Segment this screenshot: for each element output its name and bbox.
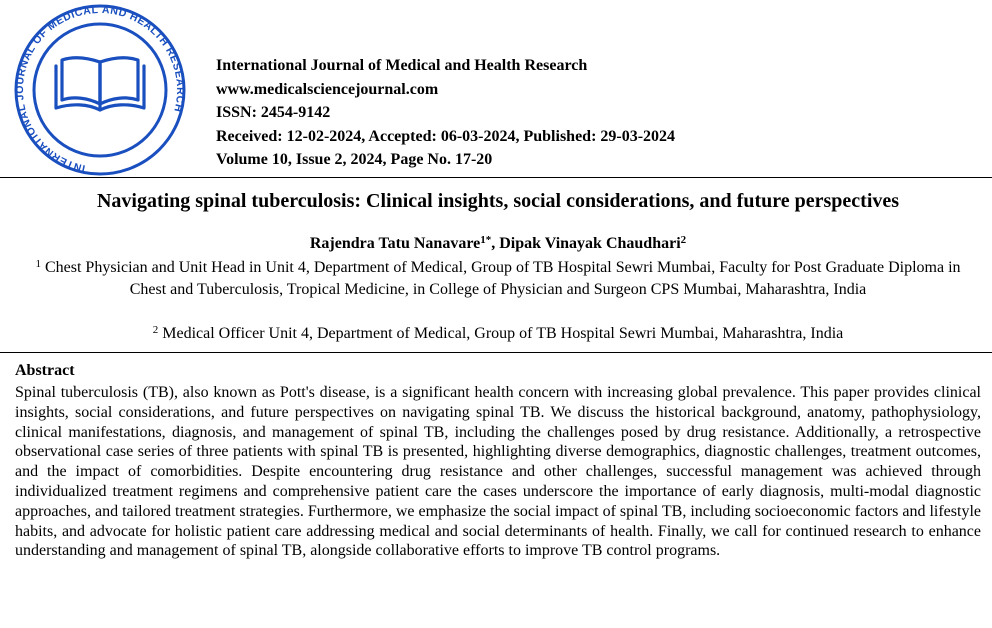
open-book-icon — [56, 58, 144, 110]
journal-name: International Journal of Medical and Health Research — [216, 57, 588, 74]
journal-logo — [10, 4, 190, 176]
author-name: Dipak Vinayak Chaudhari — [499, 235, 681, 252]
publication-dates: Received: 12-02-2024, Accepted: 06-03-2024, Published: 29-03-2024 — [216, 127, 676, 145]
author-name: Rajendra Tatu Nanavare — [309, 235, 481, 252]
author-separator: , — [491, 235, 500, 252]
author-sup: 1* — [480, 234, 492, 246]
logo-ring-text: INTERNATIONAL JOURNAL OF MEDICAL AND HEALTH RESEARCH — [13, 4, 187, 175]
affiliation-1 — [20, 257, 976, 301]
affiliation-sup: 2 — [152, 324, 159, 336]
journal-info — [216, 54, 675, 172]
abstract-divider — [0, 352, 992, 353]
journal-website-link[interactable]: www.medicalsciencejournal.com — [216, 80, 439, 98]
header-divider — [0, 177, 992, 178]
abstract-body: Spinal tuberculosis (TB), also known as Pott's disease, is a significant health concern with increasing global prevalence. This paper provides clinical insights, social considerations, and future perspectives on navigating spinal TB. We discuss the historical background, anatomy, pathophysiology, clinical manifestations, diagnosis, and management of spinal TB, including the challenges posed by drug resistance. Additionally, a retrospective observational case series of three patients with spinal TB is presented, highlighting diverse demographics, diagnostic challenges, treatment outcomes, and the impact of comorbidities. Despite encountering drug resistance and other challenges, successful management was achieved through individualized treatment regimens and comprehensive patient care the cases underscore the importance of early diagnosis, multi-modal diagnostic approaches, and tailored treatment strategies. Furthermore, we emphasize the social impact of spinal TB, including socioeconomic factors and lifestyle habits, and advocate for holistic patient care addressing medical and social determinants of health. Finally, we call for continued research to enhance understanding and management of spinal TB, alongside collaborative efforts to improve TB control programs. — [15, 384, 981, 560]
journal-issn: ISSN: 2454-9142 — [216, 104, 331, 122]
affiliation-text: Chest Physician and Unit Head in Unit 4, Department of Medical, Group of TB Hospital Sewri Mumbai, Faculty for Post Graduate Diploma in Chest and Tuberculosis, Tropical Medicine, in College of Physician and Surgeon CPS Mumbai, Maharashtra, India — [44, 259, 961, 298]
affiliation-2 — [20, 323, 976, 345]
author-list — [0, 235, 992, 253]
affiliation-text: Medical Officer Unit 4, Department of Medical, Group of TB Hospital Sewri Mumbai, Maharashtra, India — [162, 325, 844, 342]
author-sup: 2 — [680, 234, 687, 246]
article-title: Navigating spinal tuberculosis: Clinical insights, social considerations, and future perspectives — [96, 190, 900, 212]
abstract-heading: Abstract — [15, 362, 75, 379]
volume-issue: Volume 10, Issue 2, 2024, Page No. 17-20 — [216, 151, 493, 169]
affiliation-sup: 1 — [35, 258, 41, 270]
